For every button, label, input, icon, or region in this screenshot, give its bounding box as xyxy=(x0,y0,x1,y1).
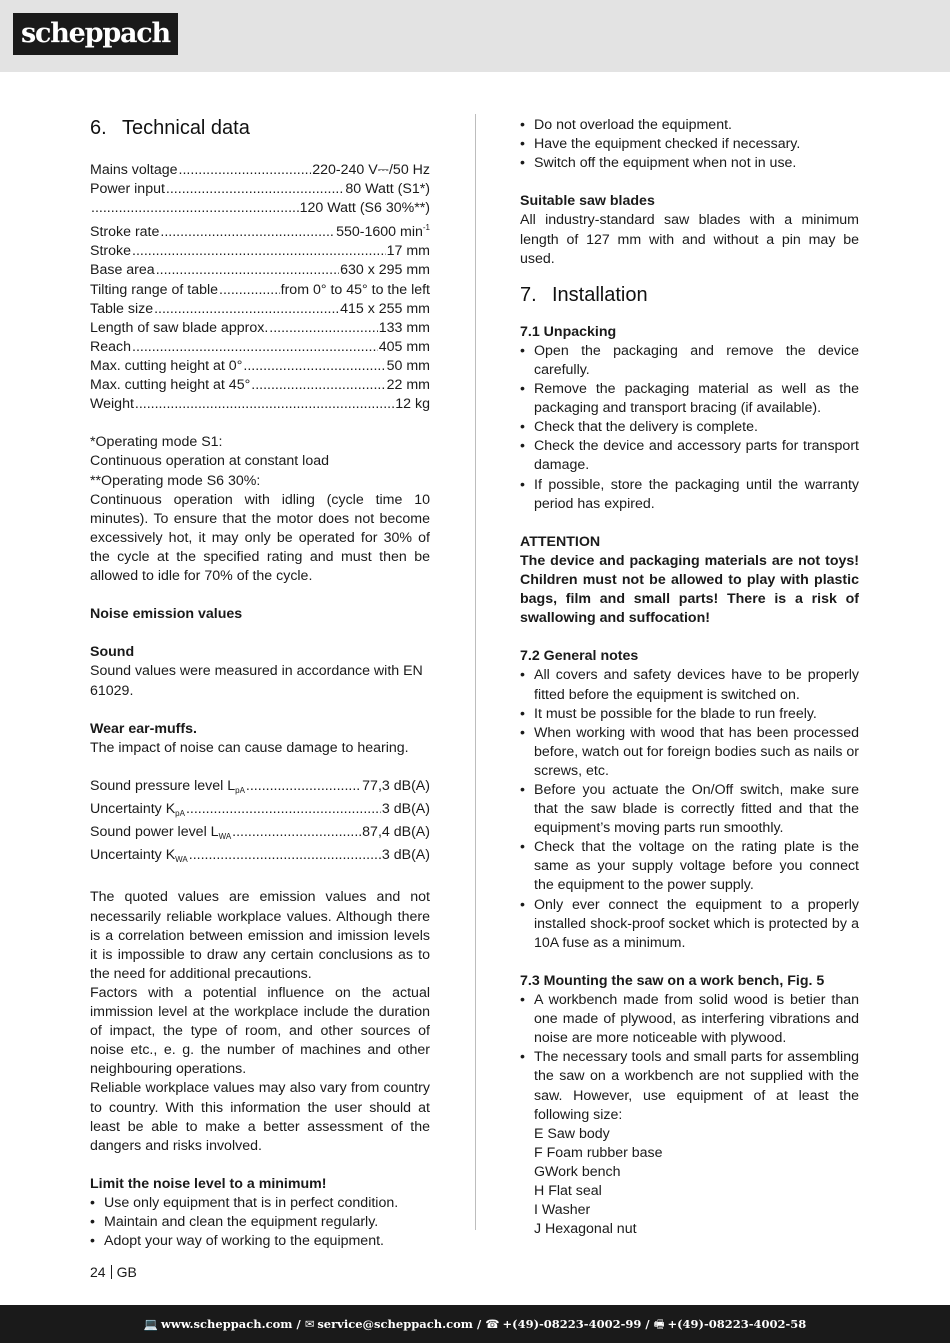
row-label xyxy=(90,300,153,319)
blades-text: All industry-standard saw blades with a minimum length of 127 mm with and without a pin may be used. xyxy=(520,212,859,267)
emission-paragraph: Factors with a potential influence on the actual immission level at the workplace include the duration of impact, the type of room, and other sources of noise etc., e. g. the number of machines and other neighbouring operations. xyxy=(90,984,430,1078)
row-label-text: Mains voltage xyxy=(90,162,178,178)
row-value xyxy=(382,846,430,865)
data-row xyxy=(90,823,430,846)
row-label xyxy=(90,242,131,261)
row-label-subscript: pA xyxy=(235,786,245,795)
general-notes-heading: 7.2 General notes xyxy=(520,648,639,665)
list-item: • Adopt your way of working to the equipment. xyxy=(90,1232,430,1251)
row-value-text: 50 mm xyxy=(386,357,430,374)
list-item: • If possible, store the packaging until the warranty period has expired. xyxy=(520,476,859,514)
row-value xyxy=(362,823,430,842)
mode-s6-heading: **Operating mode S6 30%: xyxy=(90,472,261,489)
sound-heading: Sound xyxy=(90,644,135,661)
row-value-text: 220-240 V⎓/50 Hz xyxy=(312,162,430,178)
footer-separator: / xyxy=(292,1317,305,1331)
row-label-text: Tilting range of table xyxy=(90,281,219,298)
emission-paragraph: Reliable workplace values may also vary from country to country. With this information the user should at least be able to make a better assessment of the dangers and risks involved. xyxy=(90,1080,430,1154)
list-item: • The necessary tools and small parts for assembling the saw on a workbench are not supplied with the saw. However, use equipment of at least the following size: xyxy=(520,1048,859,1124)
parts-list xyxy=(520,1125,859,1240)
data-row xyxy=(90,218,430,242)
section-title: Installation xyxy=(552,283,648,306)
row-label xyxy=(90,281,218,300)
section-number: 7. xyxy=(520,283,537,306)
row-label-text: Stroke rate xyxy=(90,224,160,241)
row-label xyxy=(90,777,245,800)
sound-values-table xyxy=(90,777,430,869)
row-value-text: 3 dB(A) xyxy=(381,801,430,818)
row-value xyxy=(362,777,430,796)
row-label-text: Power input xyxy=(90,181,165,198)
page-number xyxy=(90,1264,137,1280)
earmuffs-text: The impact of noise can cause damage to hearing. xyxy=(90,739,409,756)
row-label xyxy=(90,223,159,242)
row-value-text: 80 Watt (S1*) xyxy=(345,181,430,198)
row-value-text: 12 kg xyxy=(395,396,430,413)
row-value xyxy=(379,338,430,357)
mounting-heading: 7.3 Mounting the saw on a work bench, Fig. 5 xyxy=(520,972,825,989)
row-label xyxy=(90,261,155,280)
data-row xyxy=(90,395,430,414)
data-row xyxy=(90,376,430,395)
row-value xyxy=(340,261,430,280)
row-value-text: 77,3 dB(A) xyxy=(362,778,430,794)
section-number: 6. xyxy=(90,117,107,139)
list-item: • Before you actuate the On/Off switch, make sure that the saw blade is correctly fitted and that the equipment’s moving parts run smoothly. xyxy=(520,781,859,838)
operating-modes xyxy=(90,433,430,586)
row-label-text: Reach xyxy=(90,338,132,355)
row-value xyxy=(281,281,430,300)
mode-s1-heading: *Operating mode S1: xyxy=(90,434,223,451)
column-divider xyxy=(475,114,476,1230)
right-column xyxy=(520,116,859,1239)
row-label-text: Uncertainty K xyxy=(90,847,176,864)
row-value-text: 87,4 dB(A) xyxy=(362,824,430,841)
phone-number: +(49)-08223-4002-99 xyxy=(502,1317,642,1331)
website-link[interactable]: www.scheppach.com xyxy=(161,1317,293,1331)
row-value-text: 17 mm xyxy=(386,243,430,260)
part-item: I Washer xyxy=(534,1202,591,1219)
mail-icon: ✉ xyxy=(304,1317,315,1331)
row-label xyxy=(90,846,188,869)
dot-leader xyxy=(132,242,386,261)
dot-leader xyxy=(166,180,344,199)
part-item: J Hexagonal nut xyxy=(534,1221,637,1238)
left-column xyxy=(90,116,430,1251)
row-value xyxy=(336,218,430,242)
row-value xyxy=(379,319,430,338)
row-label-subscript: WA xyxy=(175,855,188,865)
dot-leader xyxy=(160,223,335,242)
data-row xyxy=(90,357,430,376)
dot-leader xyxy=(179,161,312,180)
row-label xyxy=(90,161,178,180)
row-value xyxy=(300,199,430,218)
row-value xyxy=(395,395,430,414)
row-label xyxy=(90,338,131,357)
dot-leader xyxy=(243,357,385,376)
row-label-text: Uncertainty K xyxy=(90,801,176,818)
dot-leader xyxy=(186,800,381,819)
phone-icon: ☎ xyxy=(485,1317,500,1331)
list-item: • Do not overload the equipment. xyxy=(520,116,859,135)
list-item: • Switch off the equipment when not in use. xyxy=(520,154,859,173)
earmuffs-heading: Wear ear-muffs. xyxy=(90,720,197,737)
dot-leader xyxy=(219,281,280,300)
emission-paragraph: The quoted values are emission values and not necessarily reliable workplace values. Although there is a correlation between emission and imission levels it is impossible to draw any certain conclusions as to the need for additional precautions. xyxy=(90,889,430,982)
unpacking-heading: 7.1 Unpacking xyxy=(520,323,617,340)
list-item: • When working with wood that has been processed before, watch out for foreign bodies such as nails or screws, etc. xyxy=(520,724,859,781)
language-code: GB xyxy=(116,1264,137,1280)
row-value xyxy=(387,357,430,376)
sound-text: Sound values were measured in accordance with EN 61029. xyxy=(90,663,423,699)
row-label xyxy=(90,319,268,338)
part-item: E Saw body xyxy=(534,1125,610,1142)
dot-leader xyxy=(246,777,361,796)
row-value-text: from 0° to 45° to the left xyxy=(280,281,430,298)
row-label-text: Weight xyxy=(90,396,134,413)
footer-separator: / xyxy=(472,1317,486,1331)
row-value-text: 120 Watt (S6 30%**) xyxy=(299,200,430,217)
limit-list xyxy=(90,1194,430,1251)
list-item: • Check that the voltage on the rating plate is the same as your supply voltage before you connect the equipment to the power supply. xyxy=(520,838,859,895)
footer-contact-bar xyxy=(0,1305,950,1343)
row-label-text: Stroke xyxy=(90,243,132,260)
dot-leader xyxy=(156,261,339,280)
part-item: F Foam rubber base xyxy=(534,1144,663,1161)
footer-separator: / xyxy=(641,1317,654,1331)
list-item: • Check the device and accessory parts for transport damage. xyxy=(520,437,859,475)
list-item: • Use only equipment that is in perfect condition. xyxy=(90,1194,430,1213)
list-item: • Maintain and clean the equipment regularly. xyxy=(90,1213,430,1232)
row-label xyxy=(90,800,185,823)
fax-number: +(49)-08223-4002-58 xyxy=(667,1317,807,1331)
row-label xyxy=(90,376,250,395)
row-value xyxy=(312,161,430,180)
unpacking-list xyxy=(520,342,859,514)
section-title: Technical data xyxy=(122,117,250,139)
data-row xyxy=(90,199,430,218)
list-item: • Only ever connect the equipment to a properly installed shock-proof socket which is protected by a 10A fuse as a minimum. xyxy=(520,896,859,953)
list-item: • Have the equipment checked if necessary. xyxy=(520,135,859,154)
email-link[interactable]: service@scheppach.com xyxy=(317,1317,473,1331)
row-label xyxy=(90,357,242,376)
row-value xyxy=(340,300,430,319)
attention-heading: ATTENTION xyxy=(520,533,601,550)
dot-leader xyxy=(132,338,378,357)
list-item: • It must be possible for the blade to run freely. xyxy=(520,705,859,724)
row-label-text: Max. cutting height at 45° xyxy=(90,377,251,394)
row-value xyxy=(387,376,430,395)
blades-heading: Suitable saw blades xyxy=(520,193,655,210)
section-6-heading xyxy=(90,116,430,140)
row-label-text: Table size xyxy=(90,300,154,317)
scheppach-logo: scheppach xyxy=(13,13,178,55)
section-7-heading xyxy=(520,283,859,307)
row-label-text: Base area xyxy=(90,262,155,279)
dot-leader xyxy=(91,199,299,218)
computer-icon: 💻 xyxy=(143,1317,159,1331)
dot-leader xyxy=(154,300,339,319)
row-label xyxy=(90,180,165,199)
row-label-subscript: WA xyxy=(218,832,232,842)
general-notes-list xyxy=(520,666,859,952)
part-item: H Flat seal xyxy=(534,1182,602,1199)
limit-heading: Limit the noise level to a minimum! xyxy=(90,1175,327,1192)
data-row xyxy=(90,300,430,319)
list-item: • Remove the packaging material as well as the packaging and transport bracing (if available). xyxy=(520,380,859,418)
row-value-text: 550-1600 min xyxy=(336,224,423,241)
row-value-superscript: -1 xyxy=(422,223,430,233)
row-value-text: 405 mm xyxy=(378,338,430,355)
row-value-text: 630 x 295 mm xyxy=(340,262,430,279)
row-value xyxy=(382,800,430,819)
row-label-text: Max. cutting height at 0° xyxy=(90,357,243,374)
row-label-text: Length of saw blade approx. xyxy=(90,319,269,336)
data-row xyxy=(90,319,430,338)
row-value-text: 3 dB(A) xyxy=(381,847,430,864)
noise-heading: Noise emission values xyxy=(90,606,243,623)
attention-text: The device and packaging materials are not toys! Children must not be allowed to play with plastic bags, film and small parts! There is a risk of swallowing and suffocation! xyxy=(520,552,859,627)
row-value xyxy=(387,242,430,261)
fax-icon: 🖷 xyxy=(653,1317,665,1331)
page-number-value: 24 xyxy=(90,1264,106,1280)
data-row xyxy=(90,846,430,869)
list-item: • A workbench made from solid wood is betier than one made of plywood, as interfering vibrations and noise are more noticeable with plywood. xyxy=(520,991,859,1048)
page-separator xyxy=(111,1265,112,1279)
list-item: • All covers and safety devices have to be properly fitted before the equipment is switched on. xyxy=(520,666,859,704)
row-label xyxy=(90,395,134,414)
data-row xyxy=(90,281,430,300)
data-row xyxy=(90,161,430,180)
dot-leader xyxy=(189,846,381,865)
mode-s6-text: Continuous operation with idling (cycle time 10 minutes). To ensure that the motor does not become excessively hot, it may only be operated for 30% of the cycle at the specified rating and must then be allowed to idle for 70% of the cycle. xyxy=(90,491,430,584)
list-item: • Open the packaging and remove the device carefully. xyxy=(520,342,859,380)
mounting-list xyxy=(520,991,859,1125)
list-item: • Check that the delivery is complete. xyxy=(520,418,859,437)
row-label-text: Sound power level L xyxy=(90,824,219,841)
row-label xyxy=(90,823,231,846)
data-row xyxy=(90,777,430,800)
data-row xyxy=(90,180,430,199)
page-header xyxy=(0,0,950,72)
row-value xyxy=(345,180,430,199)
data-row xyxy=(90,242,430,261)
row-value-text: 22 mm xyxy=(386,377,430,394)
mode-s1-text: Continuous operation at constant load xyxy=(90,453,329,470)
overload-list xyxy=(520,116,859,173)
dot-leader xyxy=(135,395,394,414)
row-value-text: 133 mm xyxy=(378,319,430,336)
dot-leader xyxy=(269,319,377,338)
row-label-subscript: pA xyxy=(175,809,185,819)
row-label-text: Sound pressure level L xyxy=(90,778,236,794)
data-row xyxy=(90,800,430,823)
dot-leader xyxy=(232,823,361,842)
dot-leader xyxy=(251,376,385,395)
spec-table xyxy=(90,161,430,414)
part-item: GWork bench xyxy=(534,1163,621,1180)
row-value-text: 415 x 255 mm xyxy=(340,300,430,317)
data-row xyxy=(90,338,430,357)
data-row xyxy=(90,261,430,280)
